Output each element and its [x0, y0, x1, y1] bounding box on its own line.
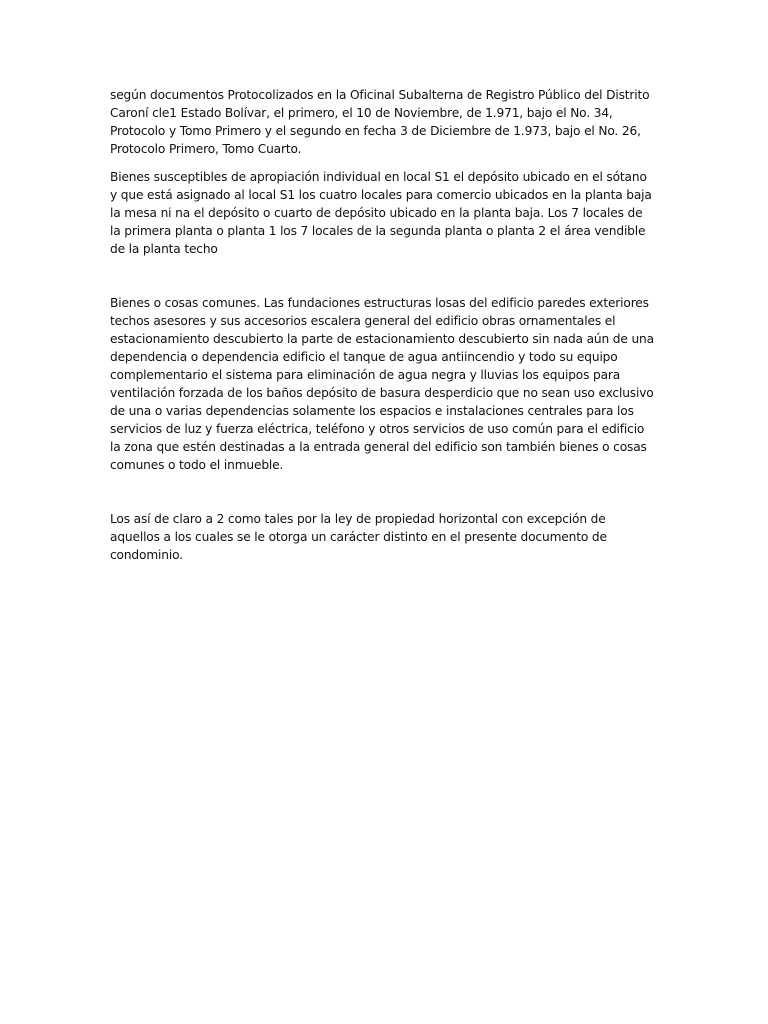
paragraph-horizontal-property-law: Los así de claro a 2 como tales por la ley de propiedad horizontal con excepción de aquellos a los cuales se le otorga un carácter distinto en el presente documento de condominio. — [110, 512, 607, 562]
paragraph-common-property: Bienes o cosas comunes. Las fundaciones estructuras losas del edificio paredes exteriores techos asesores y sus accesorios escalera general del edificio obras ornamentales el estacionamiento descubierto la parte de estacionamiento descubierto sin nada aún de una dependencia o dependencia edificio el tanque de agua antiincendio y todo su equipo complementario el sistema para eliminación de agua negra y lluvias los equipos para ventilación forzada de los baños depósito de basura desperdicio que no sean uso exclusivo de una o varias dependencias solamente los espacios e instalaciones centrales para los servicios de luz y fuerza eléctrica, teléfono y otros servicios de uso común para el edificio la zona que estén destinadas a la entrada general del edificio son también bienes o cosas comunes o todo el inmueble. — [110, 296, 654, 472]
paragraph-individual-property: Bienes susceptibles de apropiación individual en local S1 el depósito ubicado en el sótano y que está asignado al local S1 los cuatro locales para comercio ubicados en la planta baja la mesa ni na el depósito o cuarto de depósito ubicado en la planta baja. Los 7 locales de la primera planta o planta 1 los 7 locales de la segunda planta o planta 2 el área vendible de la planta techo — [110, 170, 652, 256]
document-body — [110, 86, 655, 564]
paragraph-registry-reference: según documentos Protocolizados en la Oficinal Subalterna de Registro Público del Distrito Caroní cle1 Estado Bolívar, el primero, el 10 de Noviembre, de 1.971, bajo el No. 34, Protocolo y Tomo Primero y el segundo en fecha 3 de Diciembre de 1.973, bajo el No. 26, Protocolo Primero, Tomo Cuarto. — [110, 88, 650, 156]
